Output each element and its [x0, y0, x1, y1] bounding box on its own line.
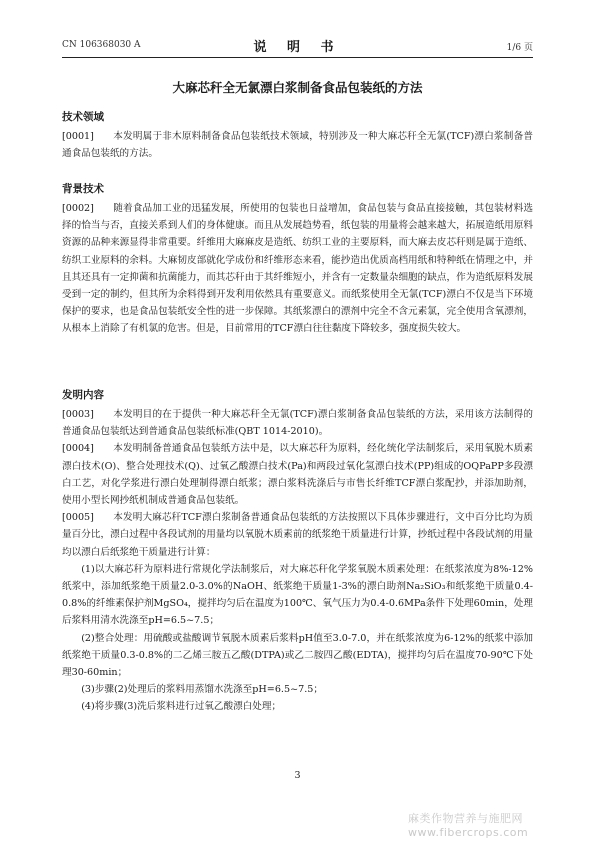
section-invention — [62, 388, 533, 716]
paragraph-text: 本发明属于非木原料制备食品包装纸技术领域，特别涉及一种大麻芯秆全无氯(TCF)漂白浆制备普通食品包装纸的方法。 — [62, 131, 533, 160]
step-2: (2)整合处理：用硫酸或盐酸调节氧脱木质素后浆料pH值至3.0-7.0，并在纸浆浓度为6-12%的纸浆中添加纸浆绝干质量0.3-0.8%的二乙烯三胺五乙酸(DTPA)或乙二胺四乙酸(EDTA)，搅拌均匀后在温度70-90℃下处理30-60min； — [62, 632, 533, 679]
step-3: (3)步骤(2)处理后的浆料用蒸馏水洗涤至pH=6.5~7.5； — [81, 684, 323, 696]
document-type: 说 明 书 — [253, 40, 342, 55]
paragraph-0004 — [62, 440, 533, 509]
publication-number: CN 106368030 A — [62, 40, 141, 50]
paragraph-number: [0002] — [62, 203, 94, 214]
page-indicator: 1/6 页 — [506, 43, 533, 53]
paragraph-number: [0004] — [62, 443, 94, 455]
document-title: 大麻芯秆全无氯漂白浆制备食品包装纸的方法 — [172, 80, 423, 95]
paragraph-text: 本发明大麻芯秆TCF漂白浆制备普通食品包装纸的方法按照以下具体步骤进行，文中百分比均为质量百分比，漂白过程中各段试剂的用量均以氧脱木质素前的纸浆绝干质量进行计算，抄纸过程中各段试剂的用量均以漂白后纸浆绝干质量进行计算： — [62, 512, 533, 558]
section-heading: 技术领域 — [62, 111, 104, 123]
paragraph-text: 本发明制备普通食品包装纸方法中是，以大麻芯秆为原料，经化统化学法制浆后，采用氧脱木质素漂白技术(O)、整合处理技术(Q)、过氧乙酸漂白技术(Pa)和两段过氧化氢漂白技术(PP)组成的OQPaPP多段漂白工艺，对化学浆进行漂白处理制得漂白纸浆；漂白浆料洗涤后与市售长纤维TCF漂白浆配抄，并添加助剂，使用小型长网抄纸机制成普通食品包装纸。 — [62, 443, 533, 507]
section-background — [62, 182, 533, 338]
paragraph-number: [0001] — [62, 131, 94, 142]
paragraph-text: 本发明目的在于提供一种大麻芯秆全无氯(TCF)漂白浆制备食品包装纸的方法，采用该方法制得的普通食品包装纸达到普通食品包装纸标准(QBT 1014-2010)。 — [62, 409, 533, 438]
paragraph-0002 — [62, 200, 533, 338]
paragraph-number: [0005] — [62, 512, 94, 524]
paragraph-0003 — [62, 406, 533, 440]
paragraph-number: [0003] — [62, 409, 94, 420]
page-header — [62, 36, 533, 56]
section-heading: 发明内容 — [62, 389, 104, 401]
header-divider — [62, 57, 533, 58]
watermark: 麻类作物营养与施肥网 www.fibercrops.com — [408, 812, 529, 839]
section-heading: 背景技术 — [62, 183, 104, 195]
paragraph-0001 — [62, 128, 533, 162]
page-number: 3 — [294, 770, 301, 781]
step-4: (4)将步骤(3)洗后浆料进行过氧乙酸漂白处理； — [81, 701, 282, 713]
paragraph-text: 随着食品加工业的迅猛发展，所使用的包装也日益增加，食品包装与食品直接接触，其包装材料选择的恰当与否，直接关系到人们的身体健康。而且从发展趋势看，纸包装的用量将会越来越大，拓展造纸用原料资源的品种来源显得非常重要。纤维用大麻麻皮是造纸、纺织工业的主要原料，而大麻去皮芯秆则是属于造纸、纺织工业原料的余料。大麻韧皮部就化学成份和纤维形态来看，能抄造出优质高档用纸和特种纸在情理之中，并且其还具有一定抑菌和抗菌能力，而其芯秆由于其纤维短小，并含有一定数量杂细胞的缺点，作为造纸原料发展受到一定的制约，但其所为余料得到开发利用依然具有重要意义。而纸浆使用全无氯(TCF)漂白不仅是当下环境保护的要求，也是食品包装纸安全性的进一步保障。其纸浆漂白的漂剂中完全不含元素氯，完全使用含氧漂剂，从根本上消除了有机氯的危害。但是，目前常用的TCF漂白往往黏度下降较多，强度损失较大。 — [62, 203, 533, 335]
step-1: (1)以大麻芯秆为原料进行常规化学法制浆后，对大麻芯秆化学浆氧脱木质素处理：在纸浆浓度为8%-12%纸浆中，添加纸浆绝干质量2.0-3.0%的NaOH、纸浆绝干质量1-3%的漂白助剂Na₂SiO₃和纸浆绝干质量0.4-0.8%的纤维素保护剂MgSO₄，搅拌均匀后在温度为100℃、氧气压力为0.4-0.6MPa条件下处理60min，处理后浆料用清水洗涤至pH=6.5~7.5； — [62, 563, 533, 627]
section-technical-field — [62, 110, 533, 162]
paragraph-0005 — [62, 509, 533, 561]
